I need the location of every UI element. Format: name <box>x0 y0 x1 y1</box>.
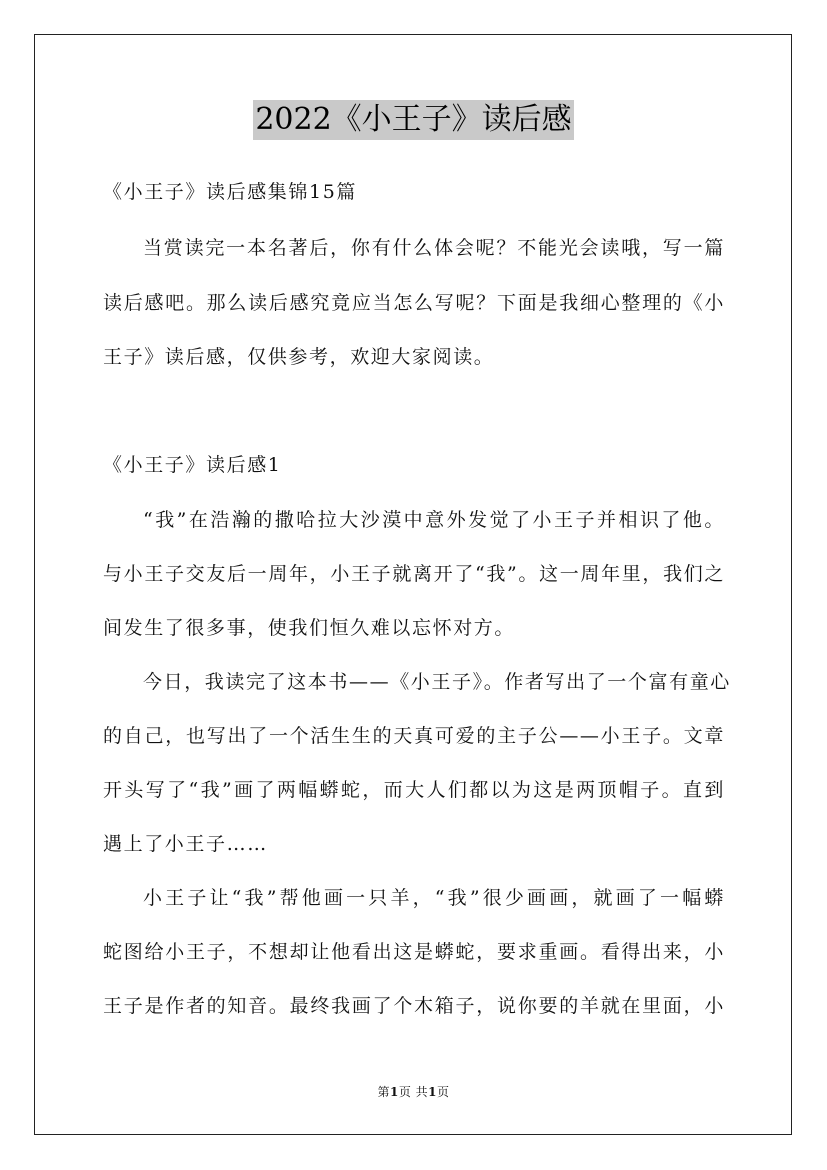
title-wrap <box>0 100 827 140</box>
document-subtitle: 《小王子》读后感集锦15篇 <box>103 181 357 203</box>
footer-page-total: 1 <box>428 1085 438 1099</box>
footer-page-number: 1 <box>389 1085 399 1099</box>
paragraph-line: 蛇图给小王子，不想却让他看出这是蟒蛇，要求重画。看得出来，小 <box>103 941 725 963</box>
document-title: 2022《小王子》读后感 <box>253 100 573 140</box>
section-heading: 《小王子》读后感1 <box>103 454 282 476</box>
footer-page-mid: 页 共 <box>398 1085 429 1099</box>
paragraph-line: 王子是作者的知音。最终我画了个木箱子，说你要的羊就在里面，小 <box>103 995 725 1017</box>
footer-page-suffix: 页 <box>437 1085 450 1099</box>
paragraph-line: “我”在浩瀚的撒哈拉大沙漠中意外发觉了小王子并相识了他。 <box>143 509 725 531</box>
paragraph-line: 今日，我读完了这本书——《小王子》。作者写出了一个富有童心 <box>143 671 731 693</box>
paragraph-line: 遇上了小王子…… <box>103 833 268 855</box>
intro-line: 读后感吧。那么读后感究竟应当怎么写呢？下面是我细心整理的《小 <box>103 292 725 314</box>
paragraph-line: 间发生了很多事，使我们恒久难以忘怀对方。 <box>103 617 516 639</box>
footer-page-prefix: 第 <box>377 1085 390 1099</box>
paragraph-line: 开头写了“我”画了两幅蟒蛇，而大人们都以为这是两顶帽子。直到 <box>103 779 725 801</box>
page-footer <box>0 1083 827 1100</box>
paragraph-line: 与小王子交友后一周年，小王子就离开了“我”。这一周年里，我们之 <box>103 563 725 585</box>
intro-line: 当赏读完一本名著后，你有什么体会呢？不能光会读哦，写一篇 <box>143 237 725 259</box>
paragraph-line: 的自己，也写出了一个活生生的天真可爱的主子公——小王子。文章 <box>103 725 725 747</box>
paragraph-line: 小王子让“我”帮他画一只羊，“我”很少画画，就画了一幅蟒 <box>143 887 725 909</box>
intro-line: 王子》读后感，仅供参考，欢迎大家阅读。 <box>103 346 495 368</box>
